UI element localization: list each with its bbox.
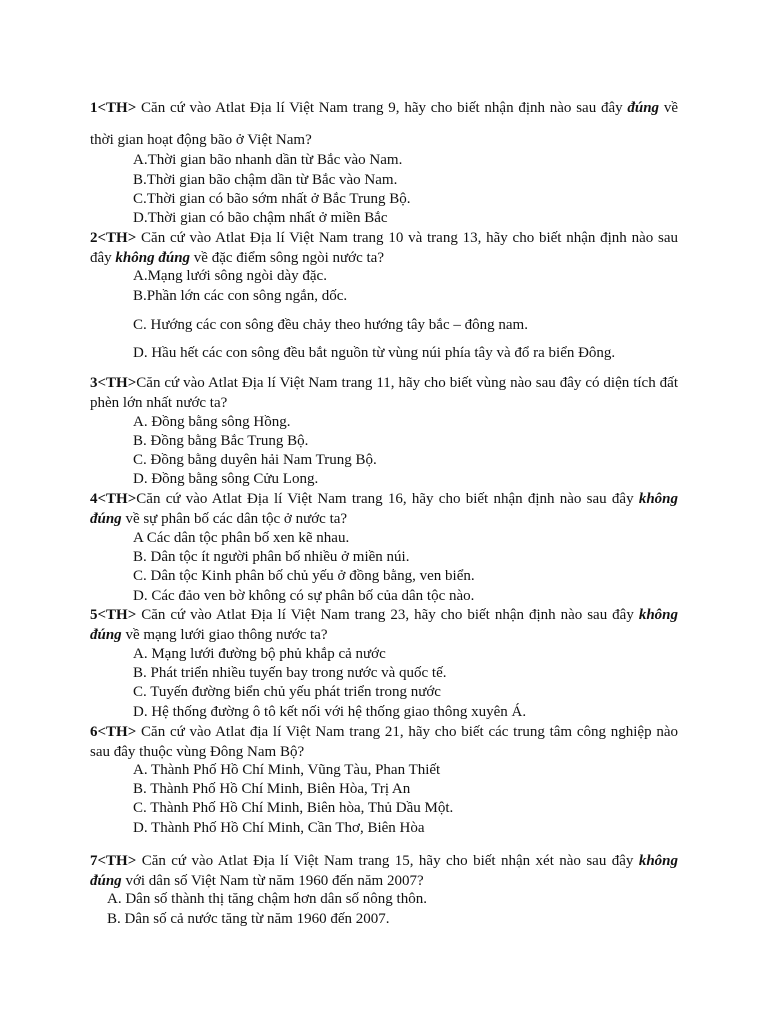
question-1-option-a: A.Thời gian bão nhanh dần từ Bắc vào Nam. xyxy=(133,152,403,168)
question-3-option-c: C. Đồng bằng duyên hải Nam Trung Bộ. xyxy=(133,452,377,468)
question-7 xyxy=(90,851,678,891)
question-number: 1 xyxy=(90,100,98,116)
question-number: 6 xyxy=(90,724,98,740)
emphasis: không đúng xyxy=(90,491,678,527)
question-tag: <TH> xyxy=(97,375,137,391)
question-5-option-c: C. Tuyến đường biển chủ yếu phát triển trong nước xyxy=(133,684,441,700)
question-4-option-a: A Các dân tộc phân bố xen kẽ nhau. xyxy=(133,530,350,546)
question-6-option-b: B. Thành Phố Hồ Chí Minh, Biên Hòa, Trị An xyxy=(133,781,411,797)
question-number: 2 xyxy=(90,230,98,246)
question-2-option-a: A.Mạng lưới sông ngòi dày đặc. xyxy=(133,268,327,284)
question-5-option-d: D. Hệ thống đường ô tô kết nối với hệ thống giao thông xuyên Á. xyxy=(133,704,527,720)
question-1-option-c: C.Thời gian có bão sớm nhất ở Bắc Trung Bộ. xyxy=(133,191,411,207)
question-number: 4 xyxy=(90,491,98,507)
question-number: 3 xyxy=(90,375,98,391)
question-tag: <TH> xyxy=(97,724,137,740)
question-6 xyxy=(90,722,678,762)
question-5-option-a: A. Mạng lưới đường bộ phủ khắp cả nước xyxy=(133,646,386,662)
question-4-option-c: C. Dân tộc Kinh phân bố chủ yếu ở đồng bằng, ven biển. xyxy=(133,568,475,584)
question-tag: <TH> xyxy=(97,853,137,869)
question-7-option-b: B. Dân số cả nước tăng từ năm 1960 đến 2007. xyxy=(107,911,390,927)
question-3-option-d: D. Đồng bằng sông Cửu Long. xyxy=(133,471,319,487)
question-3-option-a: A. Đồng bằng sông Hồng. xyxy=(133,414,291,430)
question-7-text: 7<TH> Căn cứ vào Atlat Địa lí Việt Nam trang 15, hãy cho biết nhận xét nào sau đây không đúng với dân số Việt Nam từ năm 1960 đến năm 2007? xyxy=(90,853,678,889)
question-tag: <TH> xyxy=(97,491,137,507)
question-number: 7 xyxy=(90,853,98,869)
question-tag: <TH> xyxy=(97,230,137,246)
question-tag: <TH> xyxy=(97,607,137,623)
emphasis: không đúng xyxy=(90,607,678,643)
question-6-option-a: A. Thành Phố Hồ Chí Minh, Vũng Tàu, Phan Thiết xyxy=(133,762,441,778)
question-2-text: 2<TH> Căn cứ vào Atlat Địa lí Việt Nam trang 10 và trang 13, hãy cho biết nhận định nào sau đây không đúng về đặc điểm sông ngòi nước ta? xyxy=(90,230,678,266)
question-7-option-a: A. Dân số thành thị tăng chậm hơn dân số nông thôn. xyxy=(107,891,427,907)
question-4-option-b: B. Dân tộc ít người phân bố nhiều ở miền núi. xyxy=(133,549,410,565)
question-1-text: 1<TH> Căn cứ vào Atlat Địa lí Việt Nam trang 9, hãy cho biết nhận định nào sau đây đúng về thời gian hoạt động bão ở Việt Nam? xyxy=(90,100,678,148)
question-number: 5 xyxy=(90,607,98,623)
question-5-option-b: B. Phát triển nhiều tuyến bay trong nước và quốc tế. xyxy=(133,665,447,681)
question-4 xyxy=(90,489,678,529)
emphasis: không đúng xyxy=(90,853,678,889)
question-2-option-d: D. Hầu hết các con sông đều bắt nguồn từ vùng núi phía tây và đổ ra biển Đông. xyxy=(133,345,616,361)
question-4-text: 4<TH>Căn cứ vào Atlat Địa lí Việt Nam trang 16, hãy cho biết nhận định nào sau đây không đúng về sự phân bố các dân tộc ở nước ta? xyxy=(90,491,678,527)
question-3-option-b: B. Đồng bằng Bắc Trung Bộ. xyxy=(133,433,309,449)
question-2-option-b: B.Phần lớn các con sông ngắn, dốc. xyxy=(133,288,348,304)
question-6-option-c: C. Thành Phố Hồ Chí Minh, Biên hòa, Thủ Dầu Một. xyxy=(133,800,454,816)
question-3 xyxy=(90,373,678,413)
question-2-option-c: C. Hướng các con sông đều chảy theo hướng tây bắc – đông nam. xyxy=(133,317,528,333)
question-1-option-d: D.Thời gian có bão chậm nhất ở miền Bắc xyxy=(133,210,388,226)
emphasis: không đúng xyxy=(115,250,191,266)
question-4-option-d: D. Các đảo ven bờ không có sự phân bố của dân tộc nào. xyxy=(133,588,475,604)
question-1 xyxy=(90,92,678,156)
question-6-option-d: D. Thành Phố Hồ Chí Minh, Cần Thơ, Biên Hòa xyxy=(133,820,425,836)
question-6-text: 6<TH> Căn cứ vào Atlat địa lí Việt Nam trang 21, hãy cho biết các trung tâm công nghiệp nào sau đây thuộc vùng Đông Nam Bộ? xyxy=(90,724,678,760)
question-2 xyxy=(90,228,678,268)
question-3-text: 3<TH>Căn cứ vào Atlat Địa lí Việt Nam trang 11, hãy cho biết vùng nào sau đây có diện tích đất phèn lớn nhất nước ta? xyxy=(90,375,678,411)
question-1-option-b: B.Thời gian bão chậm dần từ Bắc vào Nam. xyxy=(133,172,398,188)
emphasis: đúng xyxy=(627,100,660,116)
question-5-text: 5<TH> Căn cứ vào Atlat Địa lí Việt Nam trang 23, hãy cho biết nhận định nào sau đây không đúng về mạng lưới giao thông nước ta? xyxy=(90,607,678,643)
question-tag: <TH> xyxy=(97,100,137,116)
question-5 xyxy=(90,605,678,645)
